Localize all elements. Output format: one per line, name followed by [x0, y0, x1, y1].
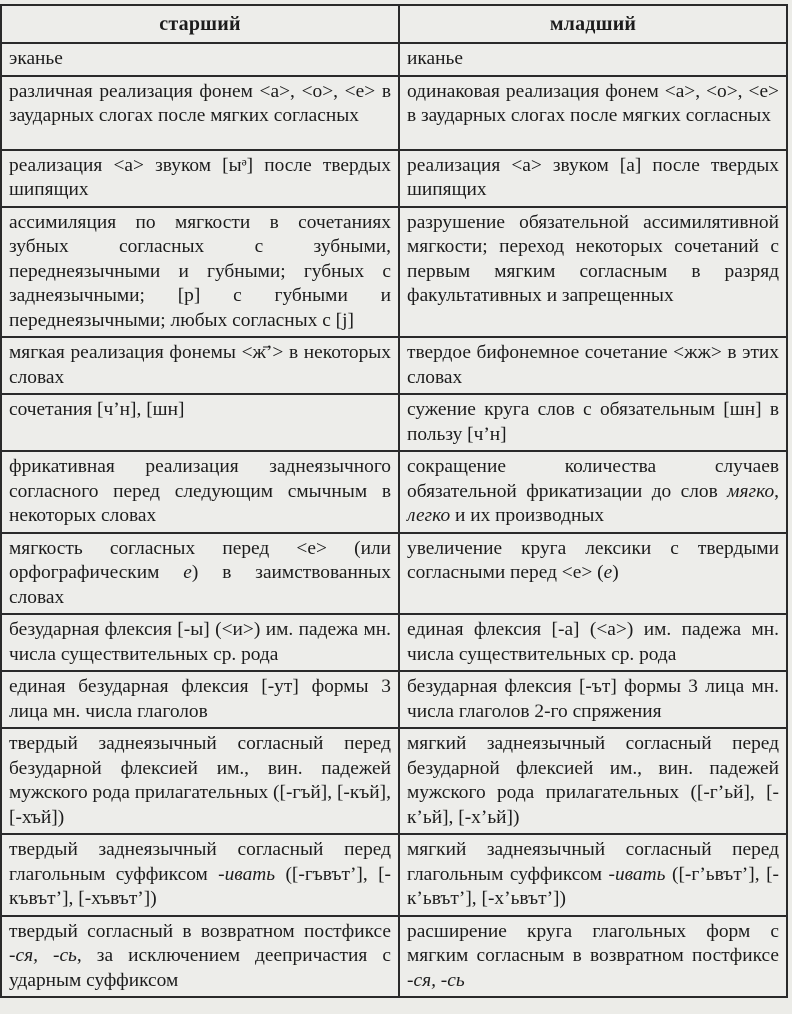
cell-text: реализация <а> звуком [а] после твердых шипящих: [407, 154, 779, 200]
cell-senior: [1, 76, 399, 150]
cell-senior: [1, 728, 399, 834]
cell-senior: [1, 150, 399, 207]
cell-text: расширение круга глагольных форм с мягким согласным в возвратном постфиксе: [407, 920, 779, 966]
cell-text: и их производных: [450, 505, 605, 526]
cell-text: ([-г’ьвът’], [-к’ьвът’], [-х’ьвът’]): [407, 863, 779, 909]
table-body: [1, 43, 787, 997]
cell-junior: [399, 834, 787, 916]
italic-text: -ивать: [218, 863, 276, 885]
cell-text: одинаковая реализация фонем <а>, <о>, <е> в заударных слогах после мягких согласных: [407, 80, 779, 126]
cell-senior: [1, 671, 399, 728]
cell-text: единая безударная флексия [-ут] формы 3 лица мн. числа глаголов: [9, 676, 391, 722]
cell-text: мягкая реализация фонемы <ж̄’> в некоторых словах: [9, 342, 391, 388]
cell-junior: [399, 43, 787, 76]
cell-junior: [399, 614, 787, 671]
header-junior: младший: [399, 5, 787, 43]
cell-text: ,: [774, 480, 779, 502]
cell-senior: [1, 451, 399, 533]
cell-text: единая флексия [-а] (<а>) им. падежа мн. числа существительных ср. рода: [407, 619, 779, 665]
cell-text: мягкость согласных перед <е> (или орфографическим: [9, 537, 391, 583]
cell-junior: [399, 671, 787, 728]
cell-text: твердый заднеязычный согласный перед безударной флексией им., вин. падежей мужского рода прилагательных ([-гъй], [-къй], [-хъй]): [9, 733, 391, 828]
cell-text: сочетания [ч’н], [шн]: [9, 399, 185, 420]
cell-text: мягкий заднеязычный согласный перед глагольным суффиксом: [407, 839, 779, 885]
table-row: [1, 394, 787, 451]
table-row: [1, 451, 787, 533]
table-row: [1, 728, 787, 834]
cell-senior: [1, 614, 399, 671]
italic-text: легко: [407, 505, 451, 526]
cell-text: мягкий заднеязычный согласный перед безударной флексией им., вин. падежей мужского рода прилагательных ([-г’ьй], [-к’ьй], [-х’ьй]): [407, 733, 779, 828]
cell-text: увеличение круга лексики с твердыми согласными перед <е> (: [407, 537, 779, 583]
cell-text: безударная флексия [-ът] формы 3 лица мн. числа глаголов 2-го спряжения: [407, 676, 779, 722]
cell-text: безударная флексия [-ы] (<и>) им. падежа мн. числа существительных ср. рода: [9, 619, 391, 665]
cell-text: иканье: [407, 48, 463, 69]
cell-text: ассимиляция по мягкости в сочетаниях зубных согласных с зубными, переднеязычными и губными; губных с заднеязычными; [р] с губными и переднеязычными; любых согласных с [j]: [9, 211, 391, 331]
header-senior: старший: [1, 5, 399, 43]
cell-senior: [1, 207, 399, 338]
italic-text: е: [183, 562, 192, 583]
comparison-table: [0, 4, 788, 998]
cell-junior: [399, 728, 787, 834]
cell-junior: [399, 76, 787, 150]
table-row: [1, 207, 787, 338]
italic-text: мягко: [727, 480, 775, 502]
cell-junior: [399, 150, 787, 207]
cell-senior: [1, 43, 399, 76]
cell-senior: [1, 337, 399, 394]
cell-text: эканье: [9, 48, 63, 69]
italic-text: е: [603, 562, 613, 583]
table-row: [1, 150, 787, 207]
table-row: [1, 916, 787, 998]
cell-junior: [399, 394, 787, 451]
cell-junior: [399, 916, 787, 998]
cell-junior: [399, 337, 787, 394]
cell-junior: [399, 451, 787, 533]
header-row: [1, 5, 787, 43]
cell-junior: [399, 533, 787, 615]
italic-text: -ивать: [608, 863, 666, 885]
cell-senior: [1, 533, 399, 615]
table-row: [1, 533, 787, 615]
table-row: [1, 43, 787, 76]
cell-text: ([-гъвът’], [-къвът’], [-хъвът’]): [9, 863, 391, 909]
cell-text: реализация <а> звуком [ыᵊ] после твердых шипящих: [9, 154, 391, 200]
cell-text: ) в заимствованных словах: [9, 562, 391, 608]
italic-text: -ся, -сь: [407, 969, 465, 991]
cell-senior: [1, 916, 399, 998]
cell-text: сужение круга слов с обязательным [шн] в пользу [ч’н]: [407, 399, 779, 445]
cell-senior: [1, 394, 399, 451]
cell-text: твердое бифонемное сочетание <жж> в этих словах: [407, 342, 779, 388]
cell-text: твердый заднеязычный согласный перед глагольным суффиксом: [9, 839, 391, 885]
cell-text: сокращение количества случаев обязательной фрикатизации до слов: [407, 456, 779, 502]
table-row: [1, 834, 787, 916]
cell-junior: [399, 207, 787, 338]
table-row: [1, 76, 787, 150]
cell-text: различная реализация фонем <а>, <о>, <е> в заударных слогах после мягких согласных: [9, 80, 391, 126]
cell-text: , за исключением деепричастия с ударным суффиксом: [9, 945, 391, 991]
cell-text: твердый согласный в возвратном постфиксе: [9, 920, 391, 942]
table-row: [1, 337, 787, 394]
cell-text: разрушение обязательной ассимилятивной мягкости; переход некоторых сочетаний с первым мягким согласным в разряд факультативных и запрещенных: [407, 211, 779, 306]
cell-text: ): [612, 562, 619, 583]
italic-text: -ся, -сь: [9, 945, 77, 966]
table-row: [1, 671, 787, 728]
cell-text: фрикативная реализация заднеязычного согласного перед следующим смычным в некоторых словах: [9, 456, 391, 526]
table-row: [1, 614, 787, 671]
cell-senior: [1, 834, 399, 916]
